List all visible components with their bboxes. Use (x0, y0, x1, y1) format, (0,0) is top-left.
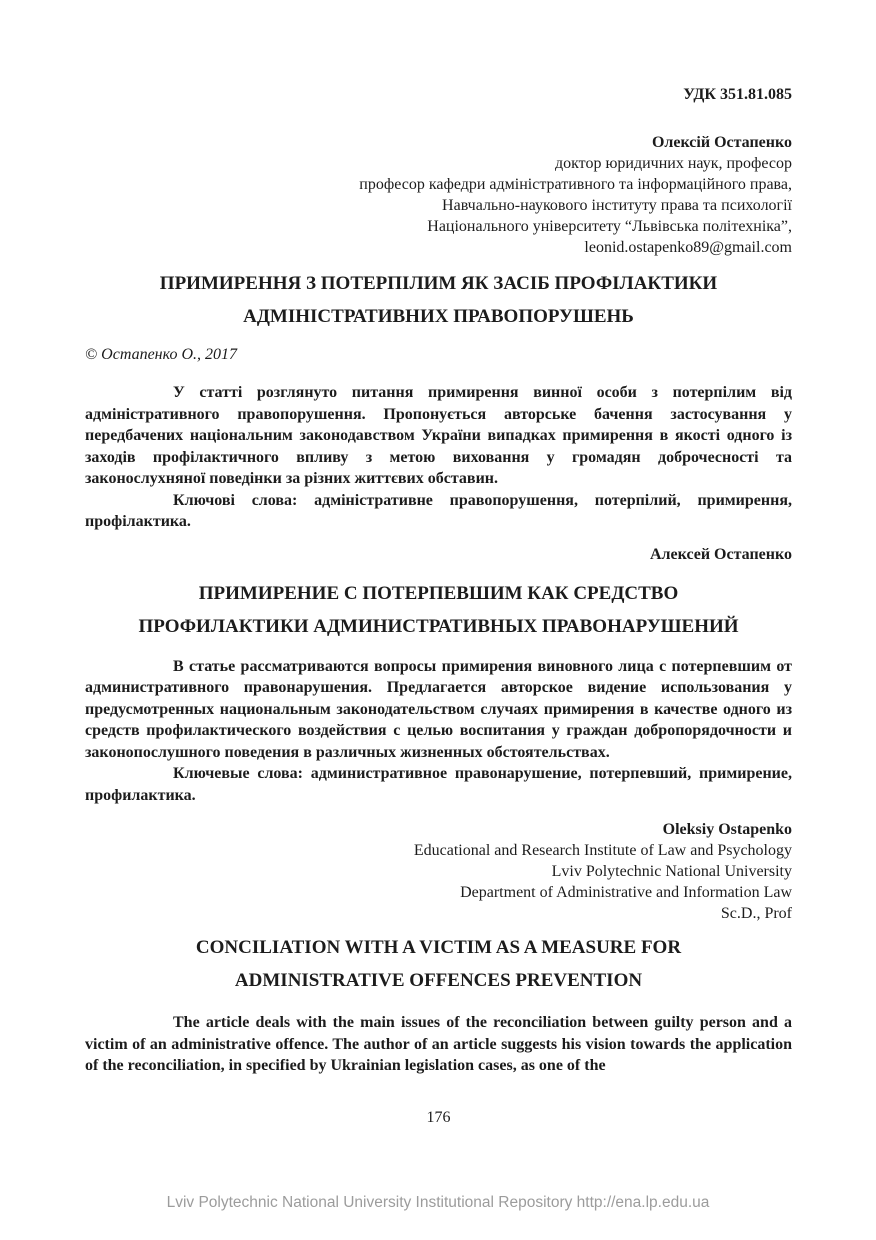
author-name-en: Oleksiy Ostapenko (662, 821, 792, 838)
author-email: leonid.ostapenko89@gmail.com (584, 239, 792, 256)
author-institute-ua: Навчально-наукового інституту права та психології (442, 197, 792, 214)
article-title-ru-line2: ПРОФИЛАКТИКИ АДМИНИСТРАТИВНЫХ ПРАВОНАРУШЕНИЙ (138, 615, 739, 637)
author-institute-en: Educational and Research Institute of Law and Psychology (413, 842, 792, 859)
author-degree-en: Sc.D., Prof (720, 905, 792, 922)
page-number: 176 (426, 1108, 451, 1126)
abstract-en: The article deals with the main issues of the reconciliation between guilty person and a victim of an administrative offence. The author of an article suggests his vision towards the application of the reconciliation, in specified by Ukrainian legislation cases, as one of the (85, 1014, 792, 1074)
article-title-ua-line1: ПРИМИРЕННЯ З ПОТЕРПІЛИМ ЯК ЗАСІБ ПРОФІЛАКТИКИ (159, 273, 718, 294)
keywords-ua: Ключові слова: адміністративне правопорушення, потерпілий, примирення, профілактика. (85, 491, 792, 530)
repository-footer: Lviv Polytechnic National University Institutional Repository http://ena.lp.edu.ua (166, 1194, 710, 1211)
article-title-ua-line2: АДМІНІСТРАТИВНИХ ПРАВОПОРУШЕНЬ (243, 306, 634, 327)
author-degree-ua: доктор юридичних наук, професор (554, 155, 792, 172)
author-department-en: Department of Administrative and Information Law (460, 884, 792, 901)
article-title-ua (85, 267, 792, 333)
author-name-ru: Алексей Остапенко (649, 545, 792, 563)
author-name-ua: Олексій Остапенко (651, 134, 792, 151)
author-university-en: Lviv Polytechnic National University (551, 863, 792, 880)
keywords-ru: Ключевые слова: административное правонарушение, потерпевший, примирение, профилактика. (85, 765, 792, 804)
copyright-note: © Остапенко О., 2017 (85, 346, 238, 363)
article-title-ru-line1: ПРИМИРЕНИЕ С ПОТЕРПЕВШИМ КАК СРЕДСТВО (198, 582, 679, 604)
author-block-ua (85, 132, 792, 258)
article-title-en (85, 931, 792, 997)
author-university-ua: Національного університету “Львівська політехніка”, (427, 218, 792, 235)
udc-code: УДК 351.81.085 (683, 86, 792, 103)
article-title-ru (85, 577, 792, 643)
abstract-ru: В статье рассматриваются вопросы примирения виновного лица с потерпевшим от административного правонарушения. Предлагается авторское видение использования у предусмотренных национальным законодательством случаях примирения в качестве одного из средств профилактического воздействия с целью воспитания у граждан добропорядочности и законопослушного поведения в различных жизненных обстоятельствах. (85, 657, 792, 761)
article-title-en-line1: CONCILIATION WITH A VICTIM AS A MEASURE FOR (195, 937, 682, 958)
author-position-ua: професор кафедри адміністративного та інформаційного права, (359, 176, 792, 193)
article-title-en-line2: ADMINISTRATIVE OFFENCES PREVENTION (234, 970, 643, 991)
abstract-ua: У статті розглянуто питання примирення винної особи з потерпілим від адміністративного правопорушення. Пропонується авторське бачення застосування у передбачених національним законодавством України випадках примирення в якості одного із заходів профілактичного впливу з метою виховання у громадян доброчесності та законослухняної поведінки за різних життєвих обставин. (85, 384, 792, 487)
author-block-en (85, 819, 792, 924)
